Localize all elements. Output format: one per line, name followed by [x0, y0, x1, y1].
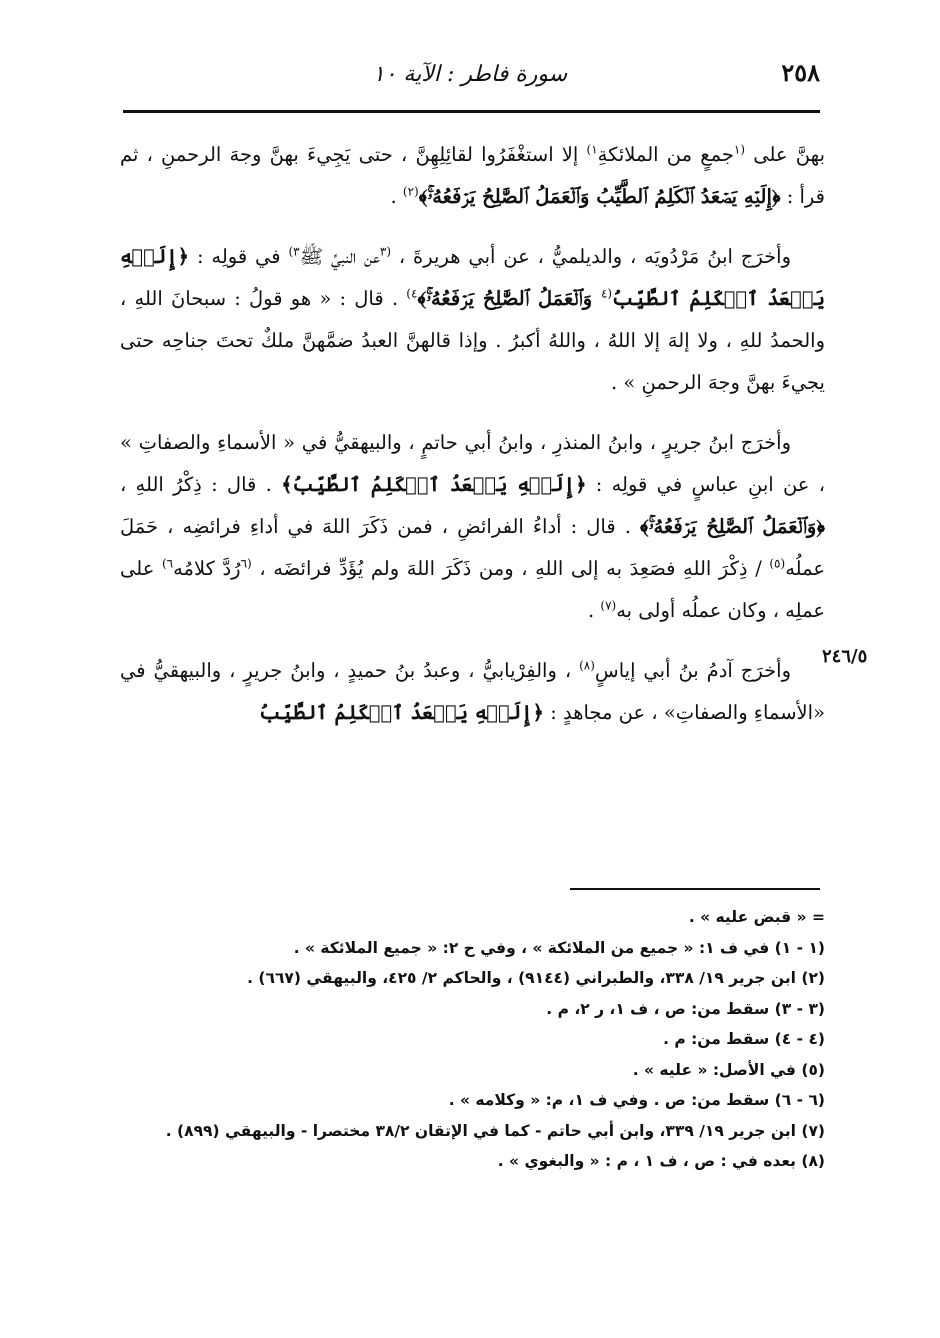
footnote-ref: (٥) [769, 556, 786, 571]
text-run: بهنَّ على [745, 143, 825, 166]
text-run: ، والفِرْيابيُّ ، وعبدُ بنُ حميدٍ ، وابنُ جريرٍ ، والبيهقيُّ في «الأسماءِ والصفاتِ» ، عن مجاهدٍ : [120, 659, 825, 724]
footnote-ref: (١ [733, 142, 746, 157]
paragraph-3 [120, 422, 825, 632]
page-header [120, 56, 820, 100]
footnotes [120, 902, 825, 1177]
text-run: . قال : « هو قولُ : سبحانَ اللهِ ، والحمدُ للهِ ، ولا إلهَ إلا اللهُ ، واللهُ أكبرُ . وإذا قالهنَّ العبدُ ضمَّهنَّ ملكٌ تحتَ جناحِه حتى يجيءَ بهنَّ وجهَ الرحمنِ » . [120, 287, 825, 394]
page-number: ٢٥٨ [781, 58, 820, 87]
paragraph-4 [120, 650, 825, 734]
text-run: عن النبيِّ ﷺ [299, 245, 380, 268]
footnote-6: (٦ - ٦) سقط من: ص . وفي ف ١، م: « وكلامه » . [448, 1091, 825, 1109]
footnote-ref: (٧) [600, 598, 617, 613]
quran-verse: ﴿إِلَيۡهِ يَصۡعَدُ ٱلۡكَلِمُ ٱلطَّيِّبُ [120, 245, 826, 310]
footnote-continuation: = « قبض عليه » . [688, 908, 825, 926]
footnote-ref: ٦) [161, 556, 174, 571]
text-run: . [587, 599, 601, 622]
footnote-ref: (٣ [379, 244, 392, 259]
footnote-ref: ٤) [406, 286, 418, 301]
text-run: في قولِه : [189, 245, 289, 268]
quran-verse: ﴿وَٱلۡعَمَلُ ٱلصَّٰلِحُ يَرۡفَعُهُۥۚ﴾ [639, 515, 825, 538]
footnote-ref: ٣) [288, 244, 300, 259]
quran-verse: ﴿إِلَيۡهِ يَصۡعَدُ ٱلۡكَلِمُ ٱلطَّيِّبُ وَٱلۡعَمَلُ ٱلصَّٰلِحُ يَرۡفَعُهُۥۚ﴾ [418, 185, 781, 208]
text-run: . قال : ذِكْرُ اللهِ ، [120, 473, 282, 496]
text-run: رُدَّ كلامُه [173, 557, 241, 580]
margin-volume-page-note: ٢٤٦/٥ [822, 646, 868, 667]
footnote-ref: (٦ [240, 556, 252, 571]
footnote-ref: ١) [586, 142, 598, 157]
text-run: / ذِكْرَ اللهِ فصَعِدَ به إلى اللهِ ، ومن ذَكَرَ اللهَ ولم يُؤَدِّ فرائضَه ، [251, 557, 770, 580]
main-text [120, 134, 825, 752]
footnote-rule [570, 888, 820, 890]
footnote-ref: (٤ [600, 286, 613, 301]
text-run: وأخرَج ابنُ مَرْدُويَه ، والديلميُّ ، عن أبي هريرةَ ، [391, 245, 792, 268]
footnote-5: (٥) في الأصل: « عليه » . [632, 1060, 825, 1079]
text-run: وأخرَج آدمُ بنُ أبي إياسٍ [594, 659, 791, 682]
footnote-ref: (٨) [579, 658, 595, 673]
running-title: سورة فاطر : الآية ١٠ [372, 62, 568, 87]
footnote-3: (٣ - ٣) سقط من: ص ، ف ١، ر ٢، م . [546, 999, 825, 1018]
quran-verse: ﴿إِلَيۡهِ يَصۡعَدُ ٱلۡكَلِمُ ٱلطَّيِّبُ﴾ [281, 473, 587, 496]
paragraph-2 [120, 236, 825, 404]
header-rule [123, 110, 820, 113]
text-run: إلا استغْفَرُوا لقائِلِهِنَّ ، حتى يَجِيءَ بهنَّ وجهَ الرحمنِ ، ثم قرأ : [120, 143, 825, 208]
footnote-1: (١ - ١) في ف ١: « جميع من الملائكة » ، وفي ح ٢: « جميع الملائكة » . [293, 938, 825, 957]
text-run: . قال : أداءُ الفرائضِ ، فمن ذَكَرَ اللهَ في أداءِ فرائضِه ، حَمَلَ عملُه [120, 515, 826, 580]
quran-verse: ﴿إِلَيۡهِ يَصۡعَدُ ٱلۡكَلِمُ ٱلطَّيِّبُ [259, 701, 544, 724]
footnote-7: (٧) ابن جرير ١٩/ ٣٣٩، وابن أبي حاتم - كما في الإتقان ٣٨/٢ مختصرا - والبيهقي (٨٩٩) . [165, 1121, 825, 1140]
quran-verse: وَٱلۡعَمَلُ ٱلصَّٰلِحُ يَرۡفَعُهُۥۚ﴾ [417, 287, 601, 310]
text-run: . [390, 185, 403, 208]
text-run: جمعٍ من الملائكةِ [597, 143, 734, 166]
footnote-2: (٢) ابن جرير ١٩/ ٣٣٨، والطبراني (٩١٤٤) ، والحاكم ٢/ ٤٢٥، والبيهقي (٦٦٧) . [247, 969, 825, 987]
text-run: وأخرَج ابنُ جريرٍ ، وابنُ المنذرِ ، وابنُ أبي حاتمٍ ، والبيهقيُّ في « الأسماءِ والصفاتِ » ، عن ابنِ عباسٍ في قولِه : [120, 431, 825, 496]
footnote-8: (٨) بعده في : ص ، ف ١ ، م : « والبغوي » . [497, 1152, 825, 1170]
paragraph-1 [120, 134, 825, 218]
text-run: على عملِه ، وكان عملُه أولى به [120, 557, 825, 622]
footnote-4: (٤ - ٤) سقط من: م . [663, 1030, 825, 1048]
footnote-ref: (٢) [402, 184, 419, 199]
